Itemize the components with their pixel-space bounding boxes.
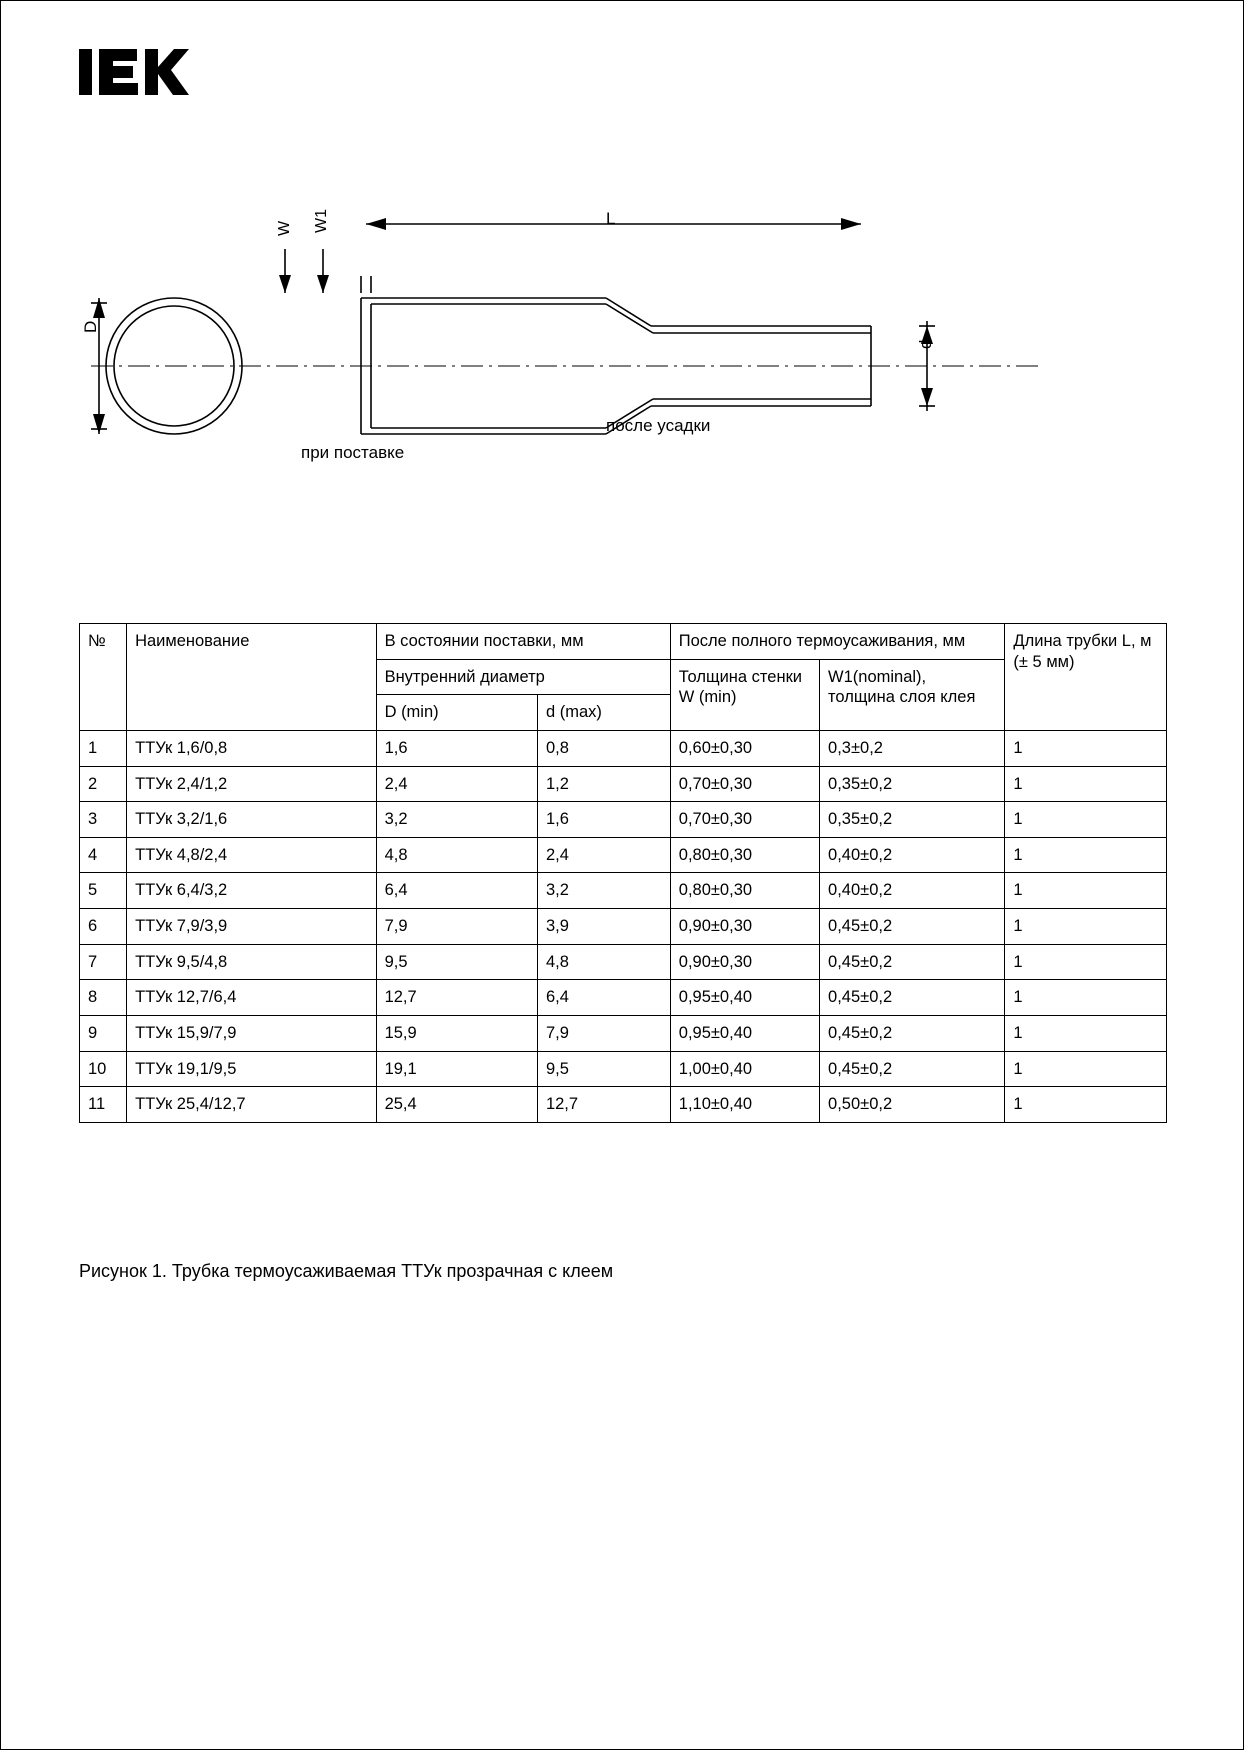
cell-L: 1 <box>1005 802 1167 838</box>
cell-W1: 0,35±0,2 <box>820 766 1005 802</box>
cell-L: 1 <box>1005 837 1167 873</box>
header-after-shrink: После полного термоусаживания, мм <box>670 624 1005 660</box>
cell-d: 0,8 <box>537 730 670 766</box>
cell-D: 2,4 <box>376 766 537 802</box>
table-row <box>80 766 1167 802</box>
cell-D: 25,4 <box>376 1087 537 1123</box>
cell-name: ТТУк 4,8/2,4 <box>127 837 377 873</box>
cell-W: 1,10±0,40 <box>670 1087 819 1123</box>
specification-table <box>79 623 1167 1123</box>
cell-W: 0,70±0,30 <box>670 802 819 838</box>
header-length: Длина трубки L, м (± 5 мм) <box>1005 624 1167 731</box>
cell-name: ТТУк 6,4/3,2 <box>127 873 377 909</box>
cell-L: 1 <box>1005 730 1167 766</box>
cell-W1: 0,45±0,2 <box>820 909 1005 945</box>
cell-d: 12,7 <box>537 1087 670 1123</box>
cell-name: ТТУк 2,4/1,2 <box>127 766 377 802</box>
cell-D: 15,9 <box>376 1015 537 1051</box>
table-header <box>80 624 1167 731</box>
cell-D: 19,1 <box>376 1051 537 1087</box>
header-d-max: d (max) <box>537 695 670 731</box>
table-body <box>80 730 1167 1122</box>
cell-d: 3,2 <box>537 873 670 909</box>
table-row <box>80 1087 1167 1123</box>
cell-D: 3,2 <box>376 802 537 838</box>
cell-D: 6,4 <box>376 873 537 909</box>
cell-name: ТТУк 15,9/7,9 <box>127 1015 377 1051</box>
cell-W1: 0,45±0,2 <box>820 980 1005 1016</box>
header-supply-state: В состоянии поставки, мм <box>376 624 670 660</box>
dimension-label-W: W <box>276 220 293 236</box>
cell-W1: 0,45±0,2 <box>820 944 1005 980</box>
table-row <box>80 1051 1167 1087</box>
cell-d: 1,2 <box>537 766 670 802</box>
dimension-label-L: L <box>606 209 616 228</box>
header-d-min: D (min) <box>376 695 537 731</box>
cell-D: 4,8 <box>376 837 537 873</box>
dimension-label-d: d <box>916 339 935 349</box>
cell-D: 7,9 <box>376 909 537 945</box>
cell-L: 1 <box>1005 873 1167 909</box>
cell-W1: 0,45±0,2 <box>820 1051 1005 1087</box>
cell-L: 1 <box>1005 766 1167 802</box>
cell-num: 4 <box>80 837 127 873</box>
cell-name: ТТУк 25,4/12,7 <box>127 1087 377 1123</box>
cell-name: ТТУк 9,5/4,8 <box>127 944 377 980</box>
cell-W1: 0,35±0,2 <box>820 802 1005 838</box>
cell-d: 3,9 <box>537 909 670 945</box>
cell-d: 1,6 <box>537 802 670 838</box>
figure-caption: Рисунок 1. Трубка термоусаживаемая ТТУк прозрачная с клеем <box>79 1261 614 1281</box>
cell-D: 1,6 <box>376 730 537 766</box>
cell-W: 0,80±0,30 <box>670 873 819 909</box>
cell-W: 0,95±0,40 <box>670 1015 819 1051</box>
table-row <box>80 1015 1167 1051</box>
table-row <box>80 909 1167 945</box>
cell-W1: 0,40±0,2 <box>820 837 1005 873</box>
iek-logo <box>79 41 189 103</box>
cell-L: 1 <box>1005 1015 1167 1051</box>
header-wall-thickness: Толщина стенки W (min) <box>670 659 819 730</box>
cell-num: 11 <box>80 1087 127 1123</box>
table-row <box>80 802 1167 838</box>
cell-L: 1 <box>1005 1051 1167 1087</box>
table-row <box>80 873 1167 909</box>
cell-L: 1 <box>1005 1087 1167 1123</box>
figure-caption-after: после усадки <box>606 416 711 435</box>
cell-L: 1 <box>1005 909 1167 945</box>
header-num: № <box>80 624 127 731</box>
cell-W1: 0,3±0,2 <box>820 730 1005 766</box>
cell-num: 7 <box>80 944 127 980</box>
cell-L: 1 <box>1005 980 1167 1016</box>
cell-W: 0,60±0,30 <box>670 730 819 766</box>
cell-num: 3 <box>80 802 127 838</box>
table-header-row-1 <box>80 624 1167 660</box>
cell-name: ТТУк 3,2/1,6 <box>127 802 377 838</box>
cell-W1: 0,40±0,2 <box>820 873 1005 909</box>
cell-W: 1,00±0,40 <box>670 1051 819 1087</box>
cell-W: 0,95±0,40 <box>670 980 819 1016</box>
cell-d: 7,9 <box>537 1015 670 1051</box>
dimension-label-W1: W1 <box>313 209 330 233</box>
cell-name: ТТУк 12,7/6,4 <box>127 980 377 1016</box>
cell-num: 9 <box>80 1015 127 1051</box>
cell-W1: 0,45±0,2 <box>820 1015 1005 1051</box>
cell-num: 5 <box>80 873 127 909</box>
table-row <box>80 730 1167 766</box>
table-row <box>80 837 1167 873</box>
header-name: Наименование <box>127 624 377 731</box>
dimension-label-D: D <box>81 320 100 333</box>
cell-name: ТТУк 19,1/9,5 <box>127 1051 377 1087</box>
product-diagram <box>61 181 1061 501</box>
cell-W: 0,90±0,30 <box>670 944 819 980</box>
cell-D: 9,5 <box>376 944 537 980</box>
cell-d: 6,4 <box>537 980 670 1016</box>
cell-num: 2 <box>80 766 127 802</box>
cell-W: 0,80±0,30 <box>670 837 819 873</box>
header-glue-layer: W1(nominal), толщина слоя клея <box>820 659 1005 730</box>
cell-D: 12,7 <box>376 980 537 1016</box>
cell-L: 1 <box>1005 944 1167 980</box>
cell-d: 9,5 <box>537 1051 670 1087</box>
cell-num: 6 <box>80 909 127 945</box>
cell-W: 0,70±0,30 <box>670 766 819 802</box>
cell-W: 0,90±0,30 <box>670 909 819 945</box>
figure-caption-before: при поставке <box>301 443 405 462</box>
cell-name: ТТУк 7,9/3,9 <box>127 909 377 945</box>
cell-name: ТТУк 1,6/0,8 <box>127 730 377 766</box>
cell-num: 8 <box>80 980 127 1016</box>
cell-W1: 0,50±0,2 <box>820 1087 1005 1123</box>
table-row <box>80 944 1167 980</box>
cell-d: 2,4 <box>537 837 670 873</box>
table-row <box>80 980 1167 1016</box>
cell-d: 4,8 <box>537 944 670 980</box>
cell-num: 10 <box>80 1051 127 1087</box>
cell-num: 1 <box>80 730 127 766</box>
header-inner-diameter: Внутренний диаметр <box>376 659 670 695</box>
